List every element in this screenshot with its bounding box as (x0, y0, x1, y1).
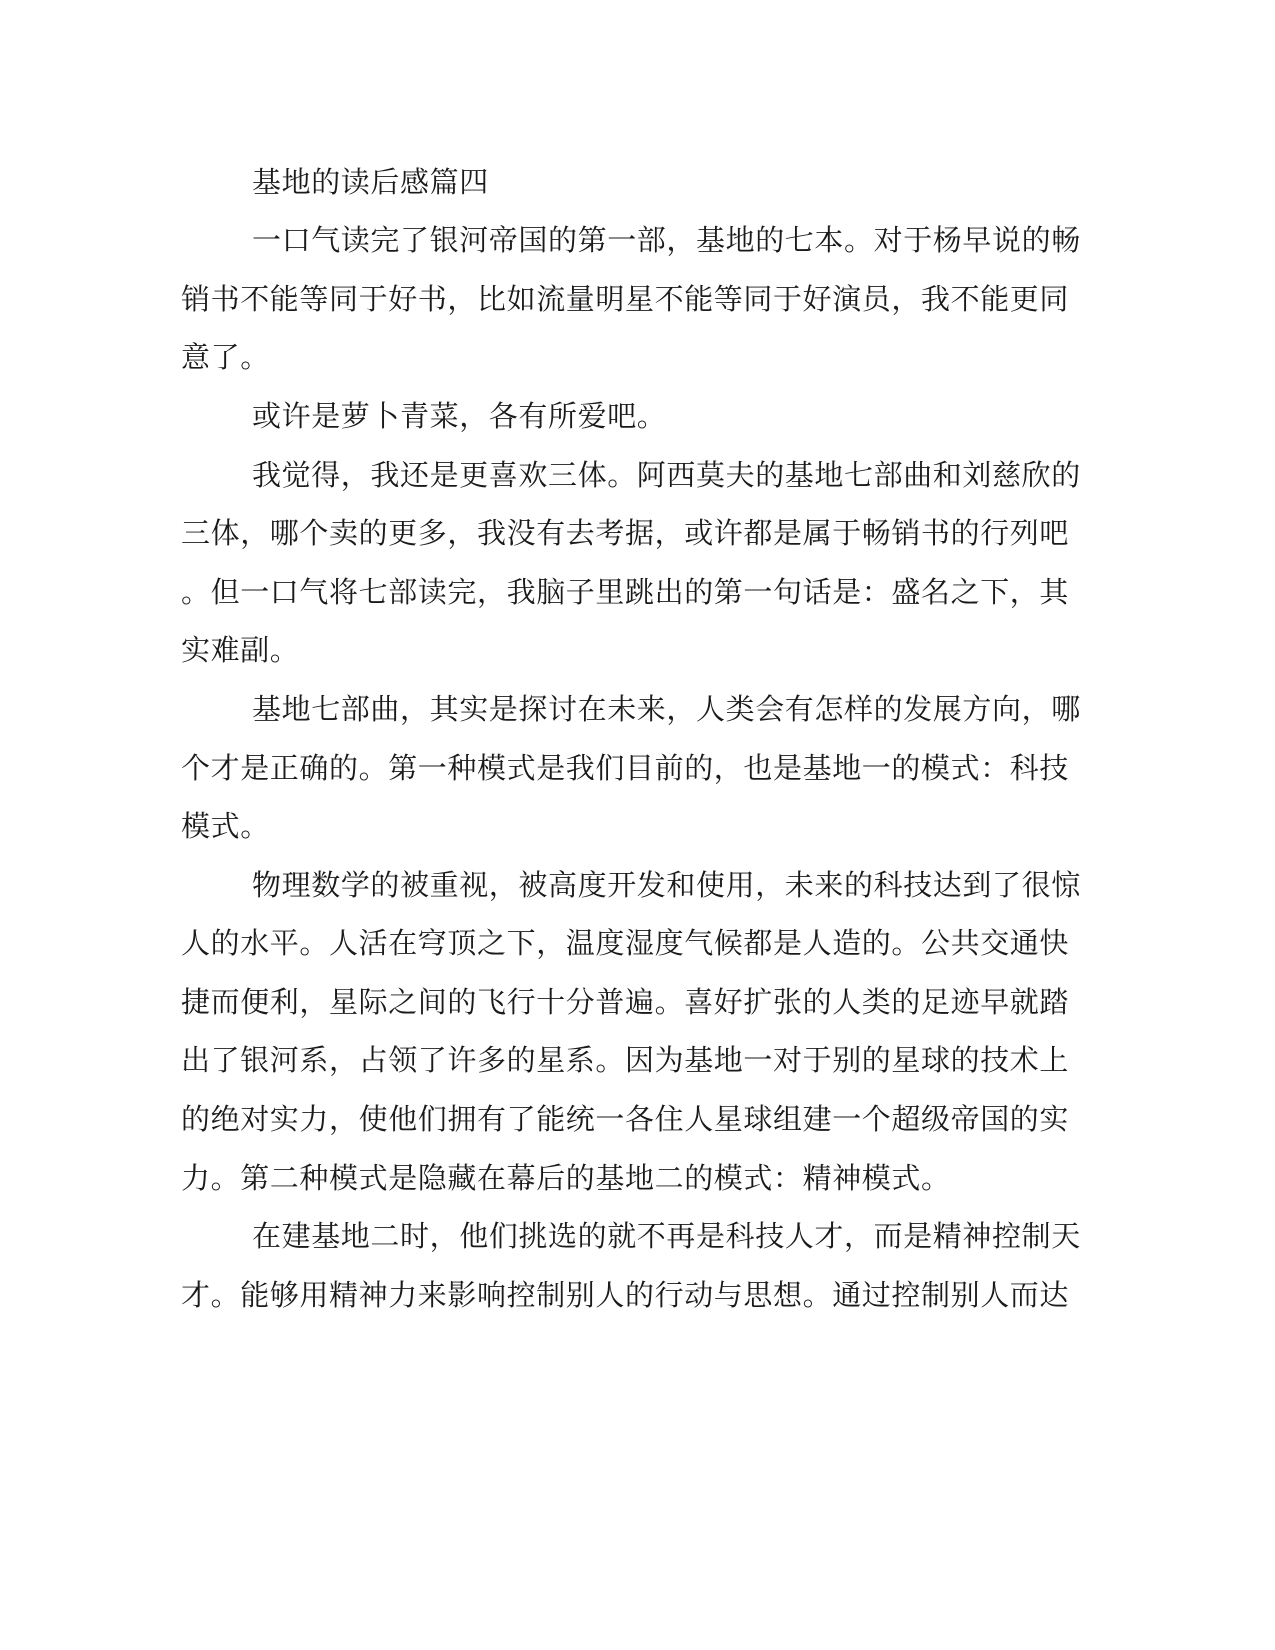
text-line: 的绝对实力，使他们拥有了能统一各住人星球组建一个超级帝国的实 (181, 1102, 1070, 1136)
text-line: 在建基地二时，他们挑选的就不再是科技人才，而是精神控制天 (252, 1219, 1081, 1253)
text-line: 力。第二种模式是隐藏在幕后的基地二的模式：精神模式。 (181, 1161, 951, 1195)
text-line: 出了银河系，占领了许多的星系。因为基地一对于别的星球的技术上 (181, 1043, 1070, 1077)
text-line: 人的水平。人活在穹顶之下，温度湿度气候都是人造的。公共交通快 (181, 926, 1070, 960)
document-title: 基地的读后感篇四 (252, 165, 489, 199)
text-line: 才。能够用精神力来影响控制别人的行动与思想。通过控制别人而达 (181, 1278, 1070, 1312)
text-line: 销书不能等同于好书，比如流量明星不能等同于好演员，我不能更同 (181, 282, 1070, 316)
text-line: 基地七部曲，其实是探讨在未来，人类会有怎样的发展方向，哪 (252, 692, 1081, 726)
text-line: 我觉得，我还是更喜欢三体。阿西莫夫的基地七部曲和刘慈欣的 (252, 458, 1081, 492)
text-line: 一口气读完了银河帝国的第一部，基地的七本。对于杨早说的畅 (252, 223, 1081, 257)
text-line: 物理数学的被重视，被高度开发和使用，未来的科技达到了很惊 (252, 868, 1081, 902)
text-line: 三体，哪个卖的更多，我没有去考据，或许都是属于畅销书的行列吧 (181, 516, 1070, 550)
text-line: 。但一口气将七部读完，我脑子里跳出的第一句话是：盛名之下，其 (181, 575, 1070, 609)
text-line: 或许是萝卜青菜，各有所爱吧。 (252, 399, 667, 433)
text-line: 意了。 (181, 340, 270, 374)
text-line: 个才是正确的。第一种模式是我们目前的，也是基地一的模式：科技 (181, 751, 1070, 785)
text-line: 模式。 (181, 809, 270, 843)
text-line: 实难副。 (181, 633, 300, 667)
text-line: 捷而便利，星际之间的飞行十分普遍。喜好扩张的人类的足迹早就踏 (181, 985, 1070, 1019)
